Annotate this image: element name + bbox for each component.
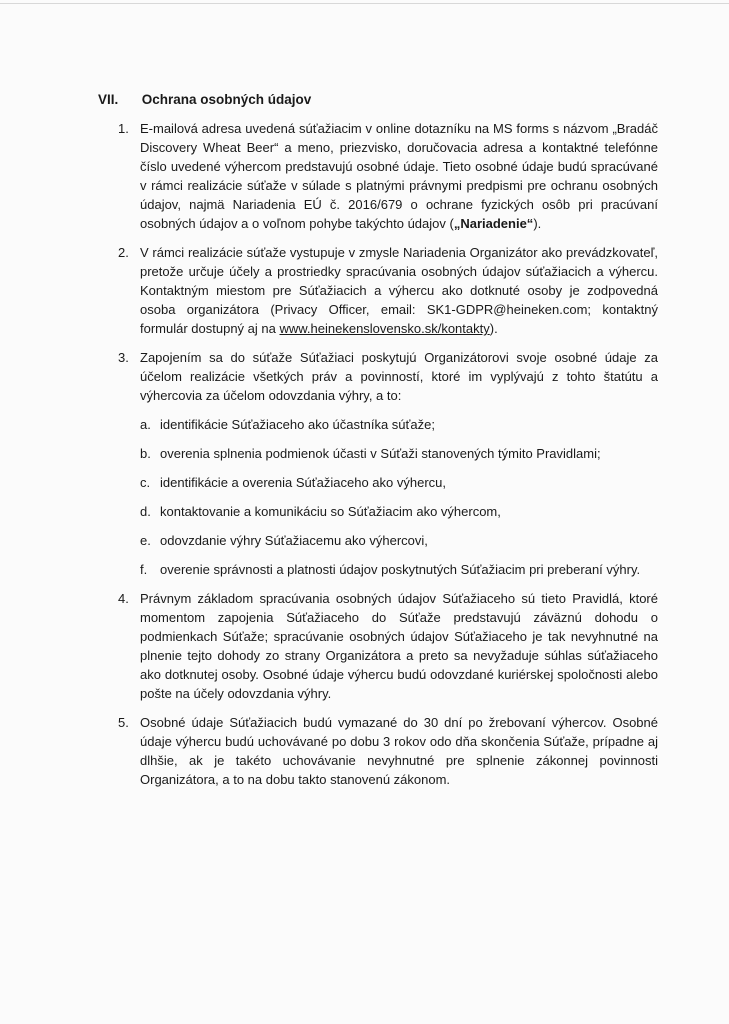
paragraph-2 [98,243,658,338]
list-item [140,415,658,434]
defined-term: „Nariadenie“ [453,216,534,231]
paragraph-3 [98,348,658,579]
paragraph-number: 2. [118,245,129,260]
contact-link[interactable]: www.heinekenslovensko.sk/kontakty [279,321,490,336]
paragraph-number: 4. [118,591,129,606]
list-item [140,560,658,579]
list-text: overenie správnosti a platnosti údajov poskytnutých Súťažiacim pri preberaní výhry. [160,562,641,577]
list-text: overenia splnenia podmienok účasti v Súťaži stanovených týmito Pravidlami; [160,446,601,461]
list-letter: b. [140,446,151,461]
list-letter: e. [140,533,151,548]
paragraph-number: 1. [118,121,129,136]
paragraph-text: Osobné údaje Súťažiacich budú vymazané do 30 dní po žrebovaní výhercov. Osobné údaje výhercu budú uchovávané po dobu 3 rokov odo dňa skončenia Súťaže, prípadne aj dlhšie, ak je takéto uchovávanie nevyhnutné pre splnenie zákonnej povinnosti Organizátora, a to na dobu takto stanovenú zákonom. [140,715,658,787]
list-text: identifikácie Súťažiaceho ako účastníka súťaže; [160,417,435,432]
paragraph-text: Právnym základom spracúvania osobných údajov Súťažiaceho sú tieto Pravidlá, ktoré momentom zapojenia Súťažiaceho do Súťaže predstavujú záväznú dohodu o podmienkach Súťaže; spracúvanie osobných údajov Súťažiaceho je tak nevyhnutné na plnenie tejto dohody zo strany Organizátora a preto sa nevyžaduje súhlas súťažiaceho ako dotknutej osoby. Osobné údaje výhercu budú odovzdané kuriérskej spoločnosti alebo pošte na účely odovzdania výhry. [140,591,658,701]
paragraph-text: Zapojením sa do súťaže Súťažiaci poskytujú Organizátorovi svoje osobné údaje za účelom realizácie všetkých práv a povinností, ktoré im vyplývajú z tohto štatútu a výhercovia za účelom odovzdania výhry, a to: [140,350,658,403]
section-personal-data [98,92,658,799]
paragraph-number: 3. [118,350,129,365]
paragraph-4 [98,589,658,703]
list-item [140,473,658,492]
list-text: kontaktovanie a komunikáciu so Súťažiacim ako výhercom, [160,504,501,519]
list-item [140,531,658,550]
paragraph-5 [98,713,658,789]
paragraph-1 [98,119,658,233]
section-heading [98,92,658,107]
paragraph-text: E-mailová adresa uvedená súťažiacim v online dotazníku na MS forms s názvom „Bradáč Discovery Wheat Beer“ a meno, priezvisko, doručovacia adresa a kontaktné telefónne číslo uvedené výhercom predstavujú osobné údaje. Tieto osobné údaje budú spracúvané v rámci realizácie súťaže v súlade s platnými právnymi predpismi pre ochranu osobných údajov, najmä Nariadenia EÚ č. 2016/679 o ochrane fyzických osôb pri pracúvaní osobných údajov a o voľnom pohybe takýchto údajov („Nariadenie“). [140,121,658,231]
list-letter: c. [140,475,151,490]
list-text: odovzdanie výhry Súťažiacemu ako výhercovi, [160,533,428,548]
section-number: VII. [98,92,119,107]
list-letter: a. [140,417,151,432]
list-letter: f. [140,562,148,577]
scan-edge-line [0,3,729,4]
section-title: Ochrana osobných údajov [141,92,312,107]
list-letter: d. [140,504,151,519]
paragraph-text: V rámci realizácie súťaže vystupuje v zmysle Nariadenia Organizátor ako prevádzkovateľ, pretože určuje účely a prostriedky spracúvania osobných údajov súťažiacich a výhercu. Kontaktným miestom pre Súťažiacich a výhercu ako dotknuté osoby je zodpovedná osoba organizátora (Privacy Officer, email: SK1-GDPR@heineken.com; kontaktný formulár dostupný aj na www.heinekenslovensko.sk/kontakty). [140,245,658,336]
list-item [140,502,658,521]
list-item [140,444,658,463]
paragraph-number: 5. [118,715,129,730]
list-text: identifikácie a overenia Súťažiaceho ako výhercu, [160,475,446,490]
